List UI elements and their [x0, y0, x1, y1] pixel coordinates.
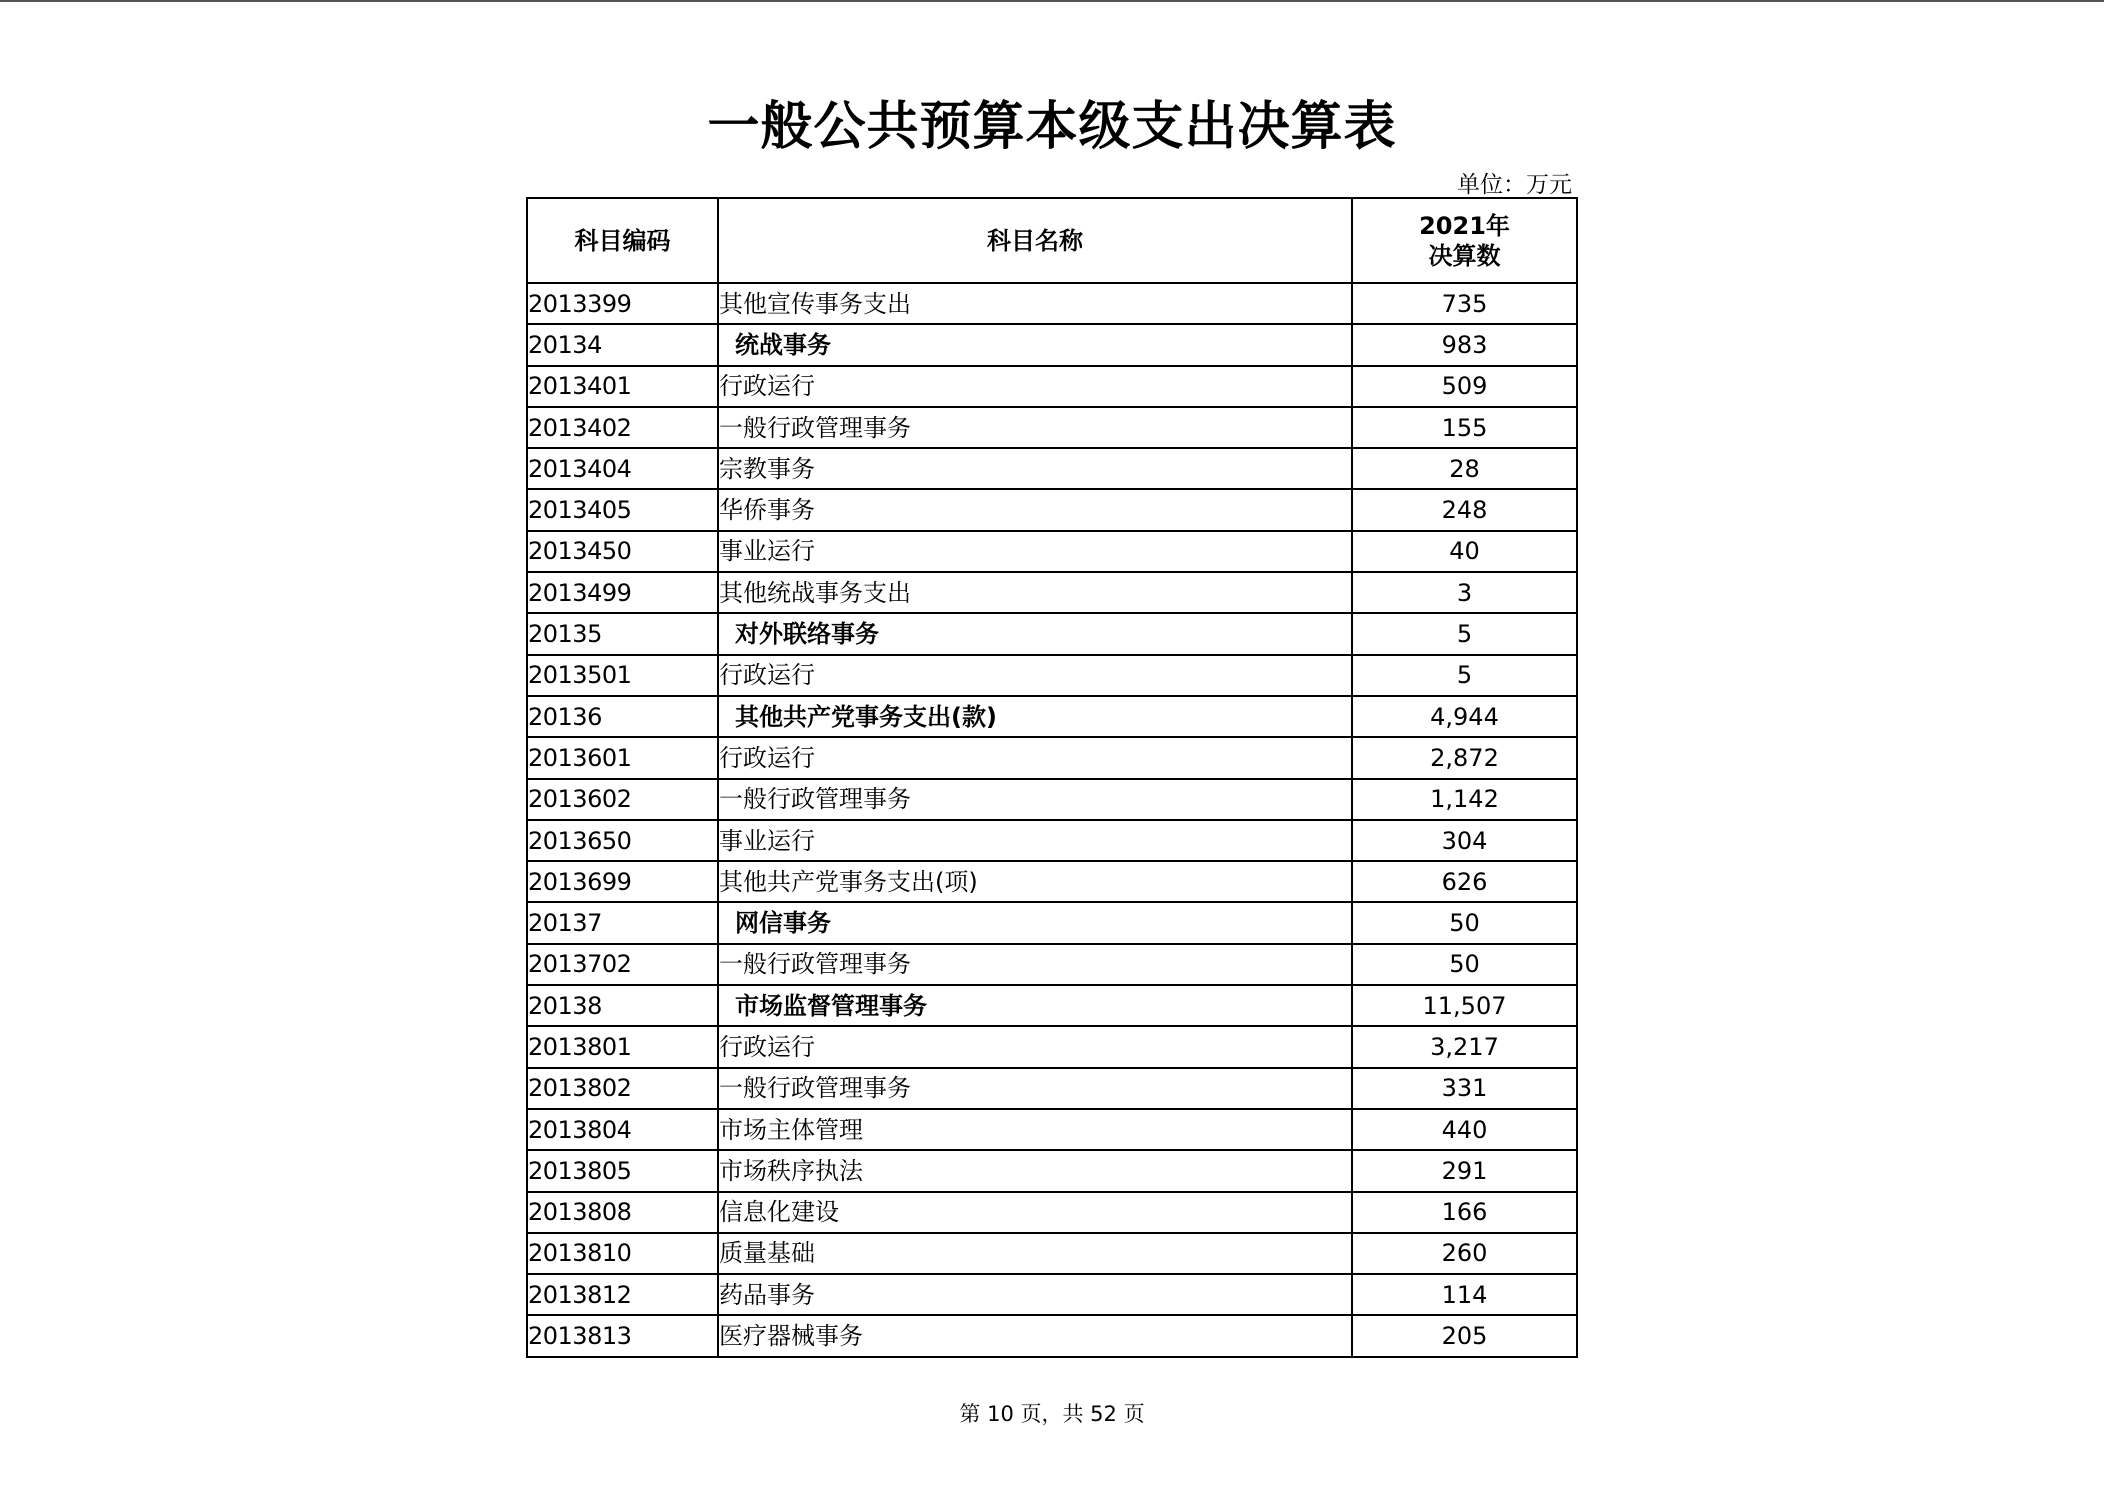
- cell-amount: 4,944: [1352, 696, 1577, 737]
- table-row: [527, 283, 1577, 324]
- table-row: [527, 902, 1577, 943]
- cell-amount: 50: [1352, 944, 1577, 985]
- cell-amount: 248: [1352, 489, 1577, 530]
- cell-code: 2013404: [527, 448, 718, 489]
- cell-name: 事业运行: [718, 531, 1352, 572]
- cell-code: 20135: [527, 613, 718, 654]
- table-row: [527, 861, 1577, 902]
- table-row: [527, 1192, 1577, 1233]
- cell-amount: 2,872: [1352, 737, 1577, 778]
- cell-code: 2013805: [527, 1150, 718, 1191]
- cell-code: 2013499: [527, 572, 718, 613]
- cell-code: 20134: [527, 324, 718, 365]
- cell-amount: 205: [1352, 1315, 1577, 1356]
- page-footer: 第 10 页，共 52 页: [959, 1402, 1145, 1426]
- cell-code: 2013802: [527, 1068, 718, 1109]
- cell-code: 2013812: [527, 1274, 718, 1315]
- cell-name: 行政运行: [718, 366, 1352, 407]
- table-row: [527, 1109, 1577, 1150]
- page-top-border: [0, 0, 2104, 2]
- cell-code: 2013601: [527, 737, 718, 778]
- table-row: [527, 944, 1577, 985]
- cell-code: 2013501: [527, 655, 718, 696]
- budget-table: [526, 197, 1578, 1358]
- cell-amount: 3,217: [1352, 1026, 1577, 1067]
- cell-code: 2013450: [527, 531, 718, 572]
- column-header-amount: [1352, 198, 1577, 283]
- column-header-amount-label: 决算数: [1428, 241, 1501, 270]
- cell-amount: 28: [1352, 448, 1577, 489]
- table-row: [527, 324, 1577, 365]
- table-row: [527, 737, 1577, 778]
- cell-amount: 3: [1352, 572, 1577, 613]
- cell-code: 2013808: [527, 1192, 718, 1233]
- cell-amount: 50: [1352, 902, 1577, 943]
- cell-code: 20137: [527, 902, 718, 943]
- cell-amount: 5: [1352, 655, 1577, 696]
- cell-name: 宗教事务: [718, 448, 1352, 489]
- cell-name: 对外联络事务: [718, 613, 1352, 654]
- table-row: [527, 1150, 1577, 1191]
- cell-name: 其他统战事务支出: [718, 572, 1352, 613]
- table-row: [527, 531, 1577, 572]
- table-row: [527, 613, 1577, 654]
- table-row: [527, 655, 1577, 696]
- cell-code: 20136: [527, 696, 718, 737]
- cell-name: 市场主体管理: [718, 1109, 1352, 1150]
- table-row: [527, 366, 1577, 407]
- cell-amount: 331: [1352, 1068, 1577, 1109]
- cell-name: 一般行政管理事务: [718, 407, 1352, 448]
- table-row: [527, 448, 1577, 489]
- cell-code: 20138: [527, 985, 718, 1026]
- column-header-code: 科目编码: [527, 198, 718, 283]
- cell-name: 医疗器械事务: [718, 1315, 1352, 1356]
- cell-amount: 440: [1352, 1109, 1577, 1150]
- table-row: [527, 572, 1577, 613]
- cell-code: 2013602: [527, 779, 718, 820]
- table-header-row: [527, 198, 1577, 283]
- cell-amount: 291: [1352, 1150, 1577, 1191]
- cell-amount: 735: [1352, 283, 1577, 324]
- cell-amount: 1,142: [1352, 779, 1577, 820]
- cell-name: 药品事务: [718, 1274, 1352, 1315]
- table-row: [527, 985, 1577, 1026]
- table-row: [527, 820, 1577, 861]
- cell-amount: 5: [1352, 613, 1577, 654]
- cell-name: 市场秩序执法: [718, 1150, 1352, 1191]
- table-body: [527, 283, 1577, 1357]
- cell-name: 行政运行: [718, 1026, 1352, 1067]
- table-row: [527, 1315, 1577, 1356]
- cell-code: 2013702: [527, 944, 718, 985]
- cell-amount: 11,507: [1352, 985, 1577, 1026]
- cell-name: 一般行政管理事务: [718, 944, 1352, 985]
- cell-name: 市场监督管理事务: [718, 985, 1352, 1026]
- cell-name: 质量基础: [718, 1233, 1352, 1274]
- cell-name: 统战事务: [718, 324, 1352, 365]
- cell-name: 其他共产党事务支出(款): [718, 696, 1352, 737]
- table-row: [527, 1026, 1577, 1067]
- cell-name: 一般行政管理事务: [718, 779, 1352, 820]
- unit-label: 单位：万元: [1457, 172, 1572, 198]
- cell-amount: 155: [1352, 407, 1577, 448]
- cell-name: 华侨事务: [718, 489, 1352, 530]
- cell-code: 2013650: [527, 820, 718, 861]
- cell-name: 行政运行: [718, 655, 1352, 696]
- cell-amount: 626: [1352, 861, 1577, 902]
- cell-code: 2013810: [527, 1233, 718, 1274]
- cell-code: 2013804: [527, 1109, 718, 1150]
- cell-code: 2013402: [527, 407, 718, 448]
- column-header-amount-year: 2021年: [1419, 211, 1510, 240]
- cell-name: 网信事务: [718, 902, 1352, 943]
- cell-code: 2013801: [527, 1026, 718, 1067]
- cell-name: 行政运行: [718, 737, 1352, 778]
- cell-name: 信息化建设: [718, 1192, 1352, 1233]
- cell-code: 2013399: [527, 283, 718, 324]
- table-row: [527, 1068, 1577, 1109]
- table-row: [527, 696, 1577, 737]
- table-row: [527, 489, 1577, 530]
- cell-amount: 260: [1352, 1233, 1577, 1274]
- cell-name: 事业运行: [718, 820, 1352, 861]
- column-header-name: 科目名称: [718, 198, 1352, 283]
- table-row: [527, 1274, 1577, 1315]
- cell-amount: 509: [1352, 366, 1577, 407]
- table-row: [527, 779, 1577, 820]
- cell-amount: 114: [1352, 1274, 1577, 1315]
- cell-name: 其他宣传事务支出: [718, 283, 1352, 324]
- cell-amount: 166: [1352, 1192, 1577, 1233]
- cell-code: 2013401: [527, 366, 718, 407]
- cell-code: 2013813: [527, 1315, 718, 1356]
- table-row: [527, 407, 1577, 448]
- cell-amount: 40: [1352, 531, 1577, 572]
- cell-code: 2013699: [527, 861, 718, 902]
- cell-name: 一般行政管理事务: [718, 1068, 1352, 1109]
- cell-amount: 983: [1352, 324, 1577, 365]
- cell-name: 其他共产党事务支出(项): [718, 861, 1352, 902]
- table-row: [527, 1233, 1577, 1274]
- cell-code: 2013405: [527, 489, 718, 530]
- cell-amount: 304: [1352, 820, 1577, 861]
- page-title: 一般公共预算本级支出决算表: [707, 97, 1397, 157]
